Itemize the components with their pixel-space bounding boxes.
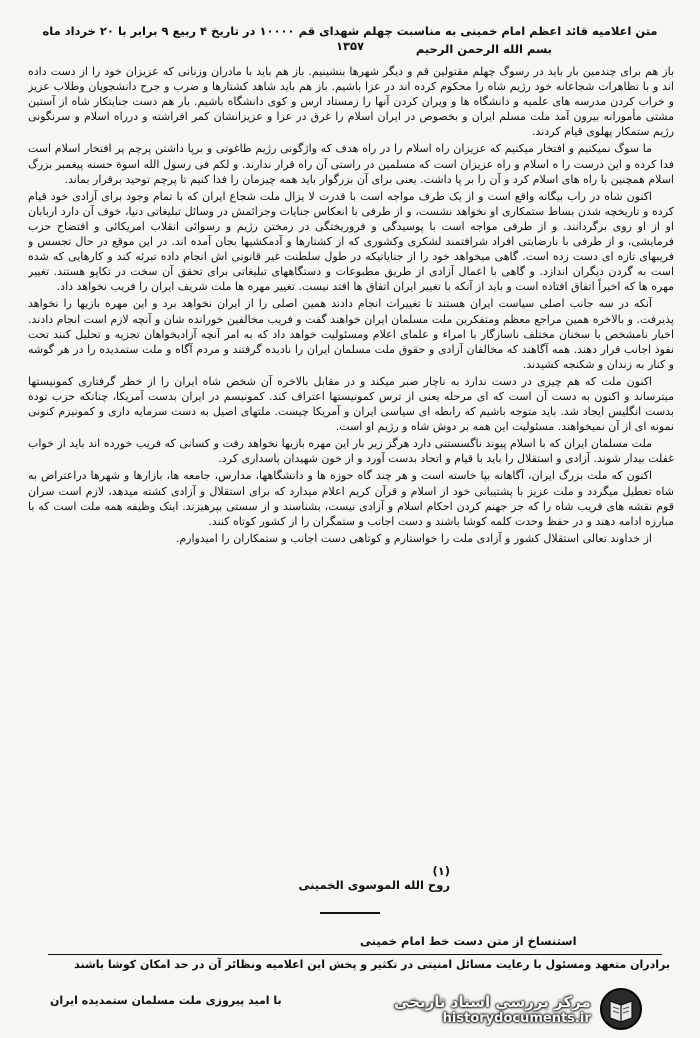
- bismillah: بسم الله الرحمن الرحیم: [415, 42, 552, 56]
- signature: روح الله الموسوی الخمینی: [298, 878, 450, 892]
- paragraph: باز هم برای چندمین بار باید در رسوگ چهلم مقتولین قم و دیگر شهرها بنشینیم. باز هم باید با مادران وزنانی که عزیزان خود را از دست داده اند و با تظاهرات شجاعانه خود رژیم شاه را محکوم کرده اند در عزا باشیم. باز هم باید شاهد کشتارها و ضرب و جرح دانشجویان وطلاب عزیز و خراب کردن مدرسه های علمیه و دانشگاه ها و ویران کردن آنها را زمستاد ارس و کوی دانشگاه باشیم. بار هم دست جنایتکار شاه از آستین مشتی مأمورانه بیرون آمد ملت مسلم ایران و بخصوص در ایران اسلام را غرق در عزا و عزیزانشان کمر افراشته و درراه اسلام و سرنگونی رژیم ستمکار پهلوی قیام کردند.: [28, 65, 674, 139]
- source-note: استنساخ از متن دست خط امام خمینی: [360, 934, 577, 948]
- watermark-text: [394, 993, 591, 1026]
- paragraph: آنکه در سه جانب اصلی سیاست ایران هستند تا تغییرات انجام دادند همین اصلی را از ایران نخواهد برد و این مهره بازیها را نخواهد پذیرفت. و بالاخره همین مراجع معظم ومتفکرین ملت مسلمان ایران خواهند گفت و فریب مخالفین خورانده شان و آنچه لازم است انجام دادند. اخبار نامشخص با سخنان مختلف ناسازگار با امراء و علمای اعلام ومسئولیت خواهد داد که به امر آنچه آزادیخواهان تجزیه و تحلیل کنند تحت نفوذ اجانب قرار دهند. همه آگاهند که مخالفان آزادی و حقوق ملت مسلمان ایران را نادیده گرفتند و مردم آگاه و ملت ستمدیده را در هر گوشه و کنار به زندان و شکنجه کشیدند.: [28, 297, 674, 371]
- footnote-rule: [48, 954, 662, 955]
- footnote: برادران متعهد ومسئول با رعایت مسائل امنیتی در تکثیر و پخش این اعلامیه ونظائر آن در حد امکان کوشا باشند: [74, 958, 670, 971]
- paragraph: اکنون که ملت بزرگ ایران، آگاهانه بپا خاسته است و هر چند گاه حوزه ها و دانشگاهها، مدارس، جامعه ها، بازارها و شهرها دراعتراض به شاه تعطیل میگردد و ملت عزیز با پشتیبانی خود از اسلام و قرآن کریم اعلام میدارد که برای استقلال و آزادی کشته میدهد، لازم است سران قوم نقشه های فریب شاه را که جز جهنم کردن احکام اسلام و آزادی نیست، بشناسند و از سستی بپرهیزند. اینک وظیفه همه ملت است که با مبارزه ادامه دهند و در حفظ وحدت کلمه کوشا باشند و دست اجانب و ستمگران را از کشور کوتاه کنند.: [28, 469, 674, 528]
- document-header: متن اعلامیه قائد اعظم امام خمینی به مناسبت چهلم شهدای قم ۱۰۰۰۰ در تاریخ ۴ ربیع ۹ برابر با ۲۰ خرداد ماه ۱۳۵۷: [42, 24, 658, 53]
- paragraph: از خداوند تعالی استقلال کشور و آزادی ملت را خواستارم و کوتاهی دست اجانب و ستمکاران را امیدوارم.: [175, 531, 652, 545]
- watermark: [394, 986, 684, 1032]
- divider: [320, 912, 380, 914]
- archive-book-logo-icon: [599, 987, 643, 1031]
- paragraph: ملت مسلمان ایران که با اسلام پیوند ناگسستنی دارد هرگز زیر بار این مهره بازیها نخواهد رفت و کسانی که فریب خورده اند باید از خواب غفلت بیدار شوند. آزادی و استقلال را باید با قیام و اتحاد بدست آورد و از خون شهیدان پاسداری کرد.: [28, 437, 674, 466]
- slogan: با امید پیروزی ملت مسلمان ستمدیده ایران: [50, 994, 282, 1007]
- signature-number: (۱): [432, 864, 450, 878]
- paragraph: اکنون شاه در راب بیگانه واقع است و از یک طرف مواجه است با قدرت لا یزال ملت شجاع ایران که با تمام وجود برای آزادی خود قیام کرده و تاریخچه شدن بساط ستمکاری او نخواهد نشست، و از طرفی با انعکاس جنایات وجرائمش در وسائل تبلیغاتی دنیا، خوف آن دارد اربابان او از او روی برگردانند. و از طرفی مواجه است با پوسیدگی و فروریختگی در رمختن رژیم و رسوائی انقلاب امریکائی و افتضاح حزب فرمایشی، و از طرفی با نارضایتی افراد شرافتمند لشکری وکشوری که از کشتارها و آدمکشیها بجان آمده اند. در این موقع در حال تجسس و فریبهای تازه ای دست زده است. گاهی میخواهد خود را از جنایاتیکه در طول سلطنت غیر قانونی اش انجام داده تبرئه کند و کارهایی که شده است به گردن دیگران اندازد. و گاهی با اعمال آزادی از طریق مطبوعات و دستگاههای تبلیغاتی برای تحقق آن سخت در تکاپو هستند. تغییر مهره ها که اخیراً اتفاق افتاده است و باید از آنکه با تغییر ایران اتفاق ها افتد نیست. تغییر مهره ها ملت شریف ایران را فریب نخواهد داد.: [28, 189, 674, 294]
- signature-block: [200, 864, 450, 892]
- paragraph: ما سوگ نمیکنیم و افتخار میکنیم که عزیزان راه اسلام را در راه هدف که واژگونی رژیم طاغوتی و برپا داشتن پرچم پر افتخار اسلام است فدا کرده و این درست را ه اسلام و راه عزیزان است که مسلمین در راستی آن راه قرار ندارند. و لکم فی رسول الله اسوة حسنه پیغمبر بزرگ اسلام همچنین با راه های اسلام کرد و آن را بر پا داشت. یعنی برای آن بزرگوار باید همه چیزمان را فدا کنیم تا پرچم توحید برقرار بماند.: [28, 142, 674, 186]
- watermark-url: historydocuments.ir: [442, 1010, 591, 1026]
- document-body: [28, 64, 674, 930]
- paragraph: اکنون ملت که هم چیزی در دست ندارد به ناچار صبر میکند و در مقابل بالاخره آن شخص شاه ایران را از خطر گرفتاری کمونیستها میترساند و اکنون به دست آن است که ای مرحله یعنی از ترس کمونیستها اعتراف کند. کمونیسم در ایران بدست آمریکا، چنانکه حزب توده بدست انگلیس ایجاد شد. باید متوجه باشیم که رابطه ای سیاسی ایران و آمریکا چیست. ملتهای اصیل به دست سرمایه داری و کمونیزم کنونی نمونه ای از آن نمیخواهند. مسئولیت این همه بر دوش شاه و رژیم او است.: [28, 374, 674, 434]
- watermark-title: مرکز بررسی اسناد تاریخی: [394, 992, 591, 1011]
